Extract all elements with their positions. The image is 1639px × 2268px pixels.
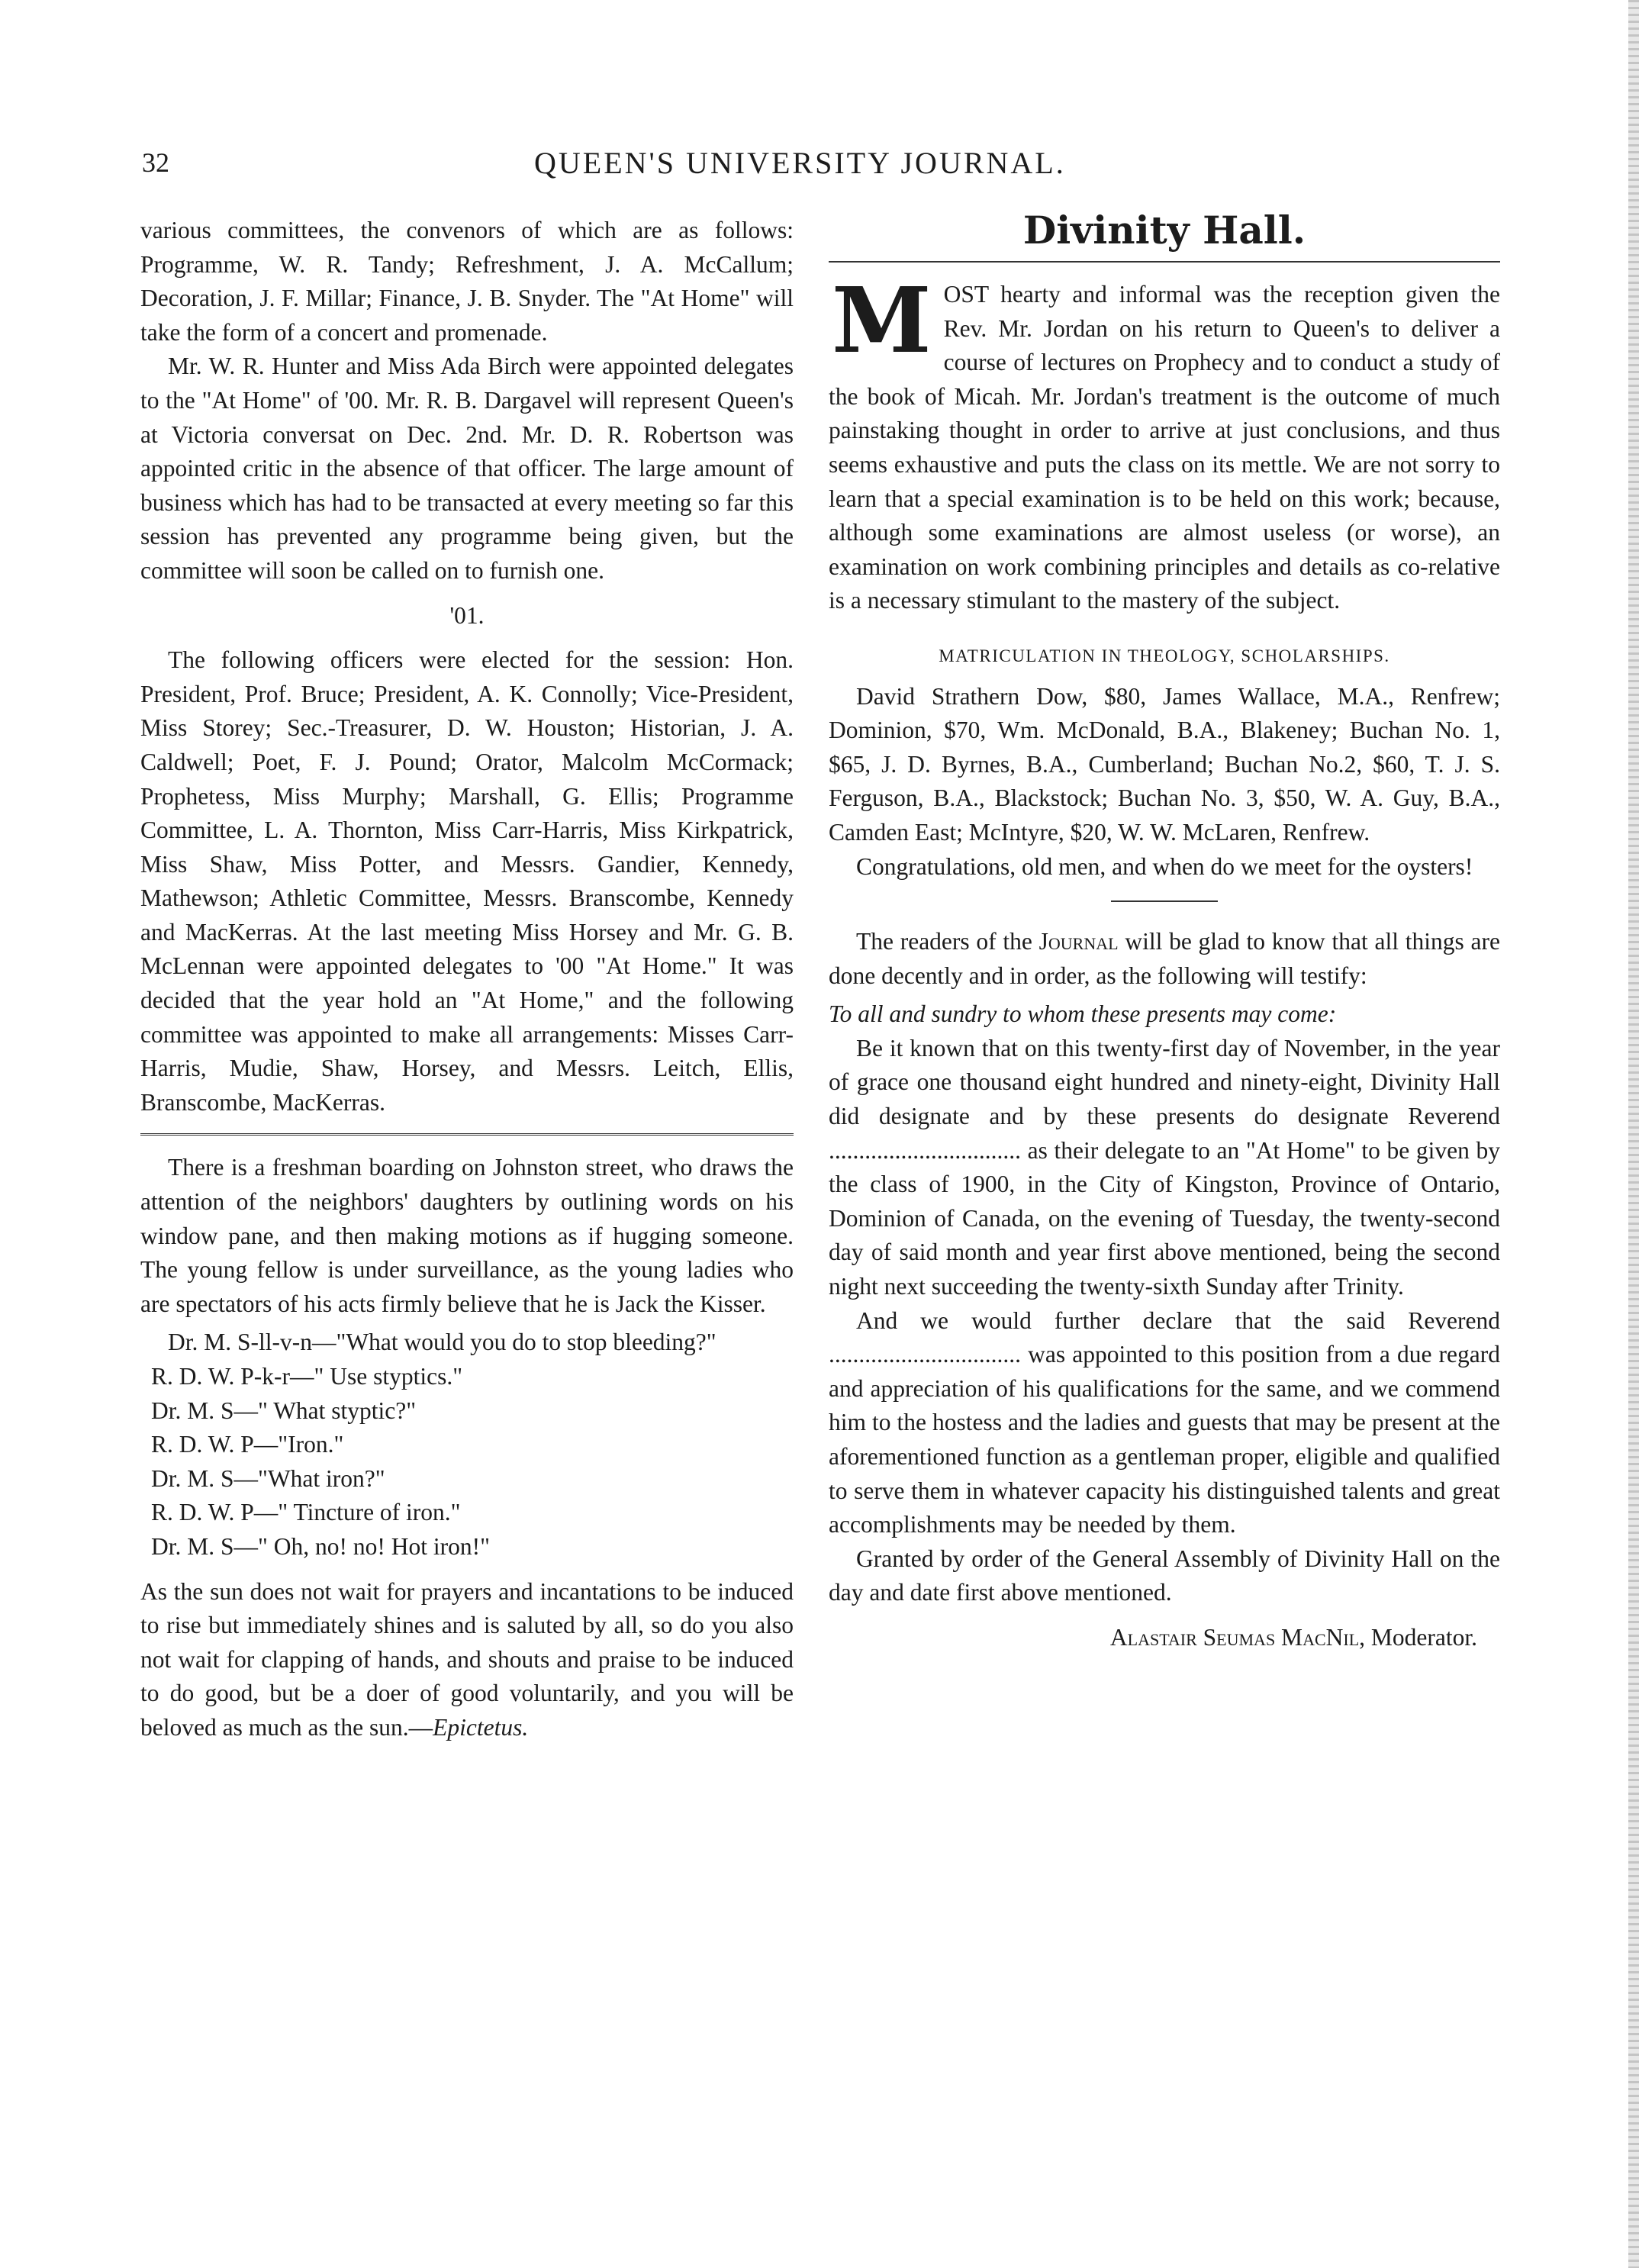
moderator-name: Alastair Seumas MacNil: [1109, 1623, 1360, 1651]
running-head: QUEEN'S UNIVERSITY JOURNAL.: [534, 146, 1066, 180]
scanned-page-edge: [1628, 0, 1639, 2268]
proclamation-paragraph: Be it known that on this twenty-first day of November, in the year of grace one thousand eight hundred and ninety-eight, Divinity Hall did designate and by these presents do designate Reverend ................................ as their delegate to an "At Home" to be given by the class of 1900, in the City of Kingston, Province of Ontario, Dominion of Canada, on the evening of Tuesday, the twenty-second day of said month and year first above mentioned, being the second night next succeeding the twenty-sixth Sunday after Trinity.: [829, 1034, 1500, 1300]
short-divider: [1111, 900, 1218, 902]
drop-cap: M: [832, 267, 932, 373]
scholarships-heading: MATRICULATION IN THEOLOGY, SCHOLARSHIPS.: [939, 646, 1390, 665]
committees-paragraph: various committees, the convenors of which are as follows: Programme, W. R. Tandy; Refreshment, J. A. McCallum; Decoration, J. F. Millar; Finance, J. B. Snyder. The "At Home" will take the form of a concert and promenade.: [140, 217, 794, 346]
scholarships-paragraph: David Strathern Dow, $80, James Wallace, M.A., Renfrew; Dominion, $70, Wm. McDonald, B.A., Blakeney; Buchan No. 1, $65, J. D. Byrnes, B.A., Cumberland; Buchan No.2, $60, T. J. S. Ferguson, B.A., Blackstock; Buchan No. 3, $50, W. A. Guy, B.A., Camden East; McIntyre, $20, W. W. McLaren, Renfrew.: [829, 682, 1500, 846]
dialogue-list: [140, 1360, 794, 1564]
epictetus-text: As the sun does not wait for prayers and incantations to be induced to rise but immediately shines and is saluted by all, so do you also not wait for clapping of hands, and shouts and praise to be induced to do good, but be a doer of good voluntarily, and you will be beloved as much as the sun.—: [140, 1577, 794, 1741]
reception-paragraph: [829, 267, 1500, 618]
epictetus-paragraph: [140, 1575, 794, 1745]
epictetus-attribution: Epictetus.: [433, 1713, 529, 1741]
section-divider: [140, 1133, 794, 1136]
dialogue-line: R. D. W. P—"Iron.": [151, 1431, 344, 1458]
reception-text: OST hearty and informal was the reception given the Rev. Mr. Jordan on his return to Queen's to deliver a course of lectures on Prophecy and to conduct a study of the book of Micah. Mr. Jordan's treatment is the outcome of much painstaking thought in order to arrive at just conclusions, and thus seems exhaustive and puts the class on its mettle. We are not sorry to learn that a special examination is to be held on this work; because, although some examinations are almost useless (or worse), an examination on work combining principles and details as co-relative is a necessary stimulant to the mastery of the subject.: [829, 281, 1500, 614]
declaration-paragraph: And we would further declare that the said Reverend ................................ was appointed to this position from a due regard and appreciation of his qualifications for the same, and we commend him to the hostess and the ladies and guests that may be present at the aforementioned function as a gentleman proper, eligible and qualified to serve them in whatever capacity his distinguished talents and great accomplishments may be needed by them.: [829, 1306, 1500, 1538]
page-number: 32: [142, 147, 169, 178]
section-title: Divinity Hall.: [1022, 208, 1306, 253]
officers-paragraph: The following officers were elected for the session: Hon. President, Prof. Bruce; President, A. K. Connolly; Vice-President, Miss Storey; Sec.-Treasurer, D. W. Houston; Historian, J. A. Caldwell; Poet, F. J. Pound; Orator, Malcolm McCormack; Prophetess, Miss Murphy; Marshall, G. Ellis; Programme Committee, L. A. Thornton, Miss Carr-Harris, Miss Kirkpatrick, Miss Shaw, Miss Potter, and Messrs. Gandier, Kennedy, Mathewson; Athletic Committee, Messrs. Branscombe, Kennedy and MacKerras. At the last meeting Miss Horsey and Mr. G. B. McLennan were appointed delegates to '00 "At Home." It was decided that the year hold an "At Home," and the following committee was appointed to make all arrangements: Misses Carr-Harris, Mudie, Shaw, Horsey, and Messrs. Leitch, Ellis, Branscombe, MacKerras.: [140, 646, 794, 1116]
dialogue-line: Dr. M. S—" What styptic?": [151, 1397, 417, 1424]
congratulations-paragraph: Congratulations, old men, and when do we meet for the oysters!: [856, 852, 1473, 880]
class-heading: '01.: [449, 601, 485, 629]
dialogue-line: Dr. M. S—" Oh, no! no! Hot iron!": [151, 1532, 490, 1560]
dialogue-opening: Dr. M. S-ll-v-n—"What would you do to stop bleeding?": [168, 1329, 716, 1356]
journal-name: Journal: [1038, 928, 1119, 955]
right-column: [829, 208, 1500, 1655]
delegates-paragraph: Mr. W. R. Hunter and Miss Ada Birch were appointed delegates to the "At Home" of '00. Mr. R. B. Dargavel will represent Queen's at Victoria conversat on Dec. 2nd. Mr. D. R. Robertson was appointed critic in the absence of that officer. The large amount of business which has had to be transacted at every meeting so far this session has prevented any programme being given, but the committee will soon be called on to furnish one.: [140, 353, 794, 584]
moderator-title: , Moderator.: [1359, 1623, 1477, 1651]
freshman-paragraph: There is a freshman boarding on Johnston street, who draws the attention of the neighbors' daughters by outlining words on his window pane, and then making motions as if hugging someone. The young fellow is under surveillance, as the young ladies who are spectators of his acts firmly believe that he is Jack the Kisser.: [140, 1154, 794, 1317]
title-rule: [829, 261, 1500, 263]
dialogue-line: R. D. W. P—" Tincture of iron.": [151, 1499, 461, 1526]
readers-paragraph: [829, 925, 1500, 993]
granted-paragraph: Granted by order of the General Assembly of Divinity Hall on the day and date first above mentioned.: [829, 1545, 1500, 1606]
dialogue-line: Dr. M. S—"What iron?": [151, 1464, 385, 1492]
dialogue-line: R. D. W. P-k-r—" Use styptics.": [151, 1363, 463, 1390]
left-column: [140, 214, 794, 1745]
moderator-signature: [829, 1621, 1500, 1655]
proclamation-salutation: To all and sundry to whom these presents may come:: [829, 1000, 1337, 1028]
readers-text-start: The readers of the: [856, 928, 1039, 955]
readers-text-end: will be glad to know that all things are done decently and in order, as the following will testify:: [829, 928, 1500, 989]
